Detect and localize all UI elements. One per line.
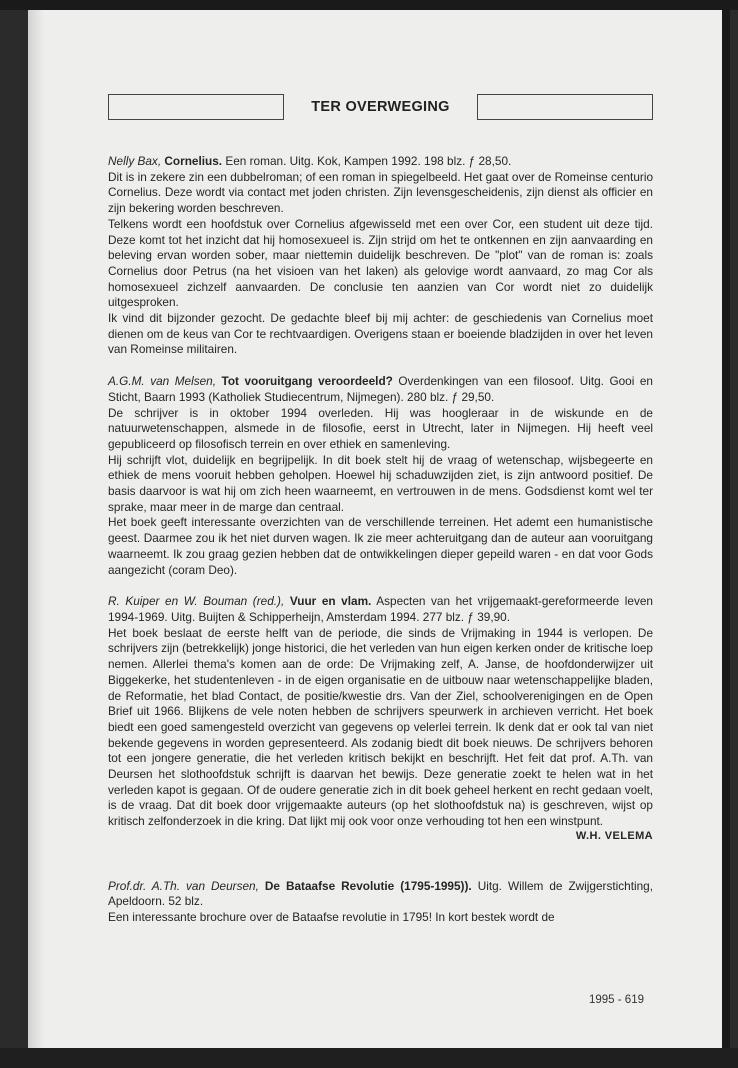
review-publication: Uitg. Willem de Zwijgerstichting, Apeldoorn. 52 blz. [108,878,654,909]
review-publication: Een roman. Uitg. Kok, Kampen 1992. 198 blz. ƒ 28,50. [225,154,512,168]
review-paragraph: Een interessante brochure over de Bataafse revolutie in 1795! In kort bestek wordt de [108,909,555,924]
scan-top-edge [0,0,738,10]
review-title: Vuur en vlam. [289,594,372,609]
page-gutter [28,10,44,1048]
reviewer-signature: W.H. VELEMA [575,829,653,842]
review-paragraph: Het boek beslaat de eerste helft van de periode, die sinds de Vrijmaking in 1944 is verlopen. De schrijvers zijn (betrekkelijk) jonge historici, die het verleden van hun eigen kerken onder de kritische loep nemen. Allerlei thema's komen aan de orde: De Vrijmaking zelf, A. Janse, de hoofdonderwijzer uit Biggekerke, het studentenleven - in de eigen organisatie en de uitbouw naar wetenschappelijke bladen, de Reformatie, het blad Contact, de positie/kwestie drs. Van der Ziel, schoolverenigingen en de Open Brief uit 1966. Blijkens de vele noten hebben de schrijvers speurwerk in archieven verricht. Het boek biedt een goed samengesteld overzicht van gegevens op velerlei terrein. Ik denk dat er ook tal van niet bekende gegevens in worden gepresenteerd. Als zodanig biedt dit boek nieuws. De schrijvers behoren tot een jongere generatie, die het verleden kritisch bekijkt en beschrijft. Het feit dat prof. A.Th. van Deursen het slothoofdstuk schrijft is daarvan het bewijs. Deze generatie zoekt te helen wat in het verleden kapot is gegaan. Of de oudere generatie zich in dit boek geheel herkent en recht gedaan voelt, is de vraag. Dat dit boek door vrijgemaakte auteurs (op het slothoofdstuk na) is geschreven, wijst op kritisch zelfonderzoek in die kring. Dat lijkt mij ook voor onze verhouding tot hen een winstpunt. [108,625,653,829]
review-publication: Overdenkingen van een filosoof. Uitg. Gooi en Sticht, Baarn 1993 (Katholiek Studiecentrum, Nijmegen). 280 blz. ƒ 29,50. [108,374,653,404]
review-author: R. Kuiper en W. Bouman (red.), [108,594,285,609]
review-publication: Aspecten van het vrijgemaakt-gereformeerde leven 1994-1969. Uitg. Buijten & Schipperheijn, Amsterdam 1994. 277 blz. ƒ 39,90. [108,594,653,624]
review-heading [108,594,653,625]
review-paragraph: Ik vind dit bijzonder gezocht. De gedachte bleef bij mij achter: de geschiedenis van Cornelius moet dienen om de keus van Cor te rechtvaardigen. Overigens staan er boeiende bladzijden in over het leven van Romeinse militairen. [108,311,653,357]
review-bataafse-revolutie [108,879,653,926]
header-left-box [108,94,284,120]
review-paragraph: Hij schrijft vlot, duidelijk en begrijpelijk. In dit boek stelt hij de vraag of wetenschap, wijsbegeerte en ethiek de mens vooruit hebben geholpen. Hoewel hij schaduwzijden ziet, is zijn antwoord positief. De basis daarvoor is wat hij om zich heen waarneemt, en vertrouwen in de mens. Godsdienst komt wel ter sprake, maar meer in de marge dan centraal. [108,452,653,514]
scan-bottom-edge [0,1048,738,1068]
review-author: Prof.dr. A.Th. van Deursen, [108,878,259,893]
review-paragraph: De schrijver is in oktober 1994 overleden. Hij was hoogleraar in de wiskunde en de natuurwetenschappen, alsmede in de filosofie, eerst in Utrecht, later in Nijmegen. Hij heeft veel gepubliceerd op filosofisch terrein en over ethiek en samenleving. [108,405,653,451]
scan-right-edge [722,10,730,1048]
review-cornelius [108,154,653,358]
review-vuur-en-vlam [108,594,653,830]
review-heading [108,154,653,170]
review-title: Tot vooruitgang veroordeeld? [221,374,393,389]
review-author: A.G.M. van Melsen, [108,374,217,389]
reviews-column [108,154,653,942]
review-paragraph: Het boek geeft interessante overzichten van de verschillende terreinen. Het ademt een humanistische geest. Daarmee zou ik het niet durven wagen. Ik zie meer achteruitgang dan de auteur aan vooruitgang waarneemt. Ik zou graag gezien hebben dat de ontwikkelingen dieper gepeild waren - en dat voor Gods aangezicht (coram Deo). [108,515,653,577]
review-title: Cornelius. [164,154,223,168]
header-right-box [477,94,653,120]
review-heading [108,374,653,405]
review-vooruitgang [108,374,653,578]
review-paragraph: Dit is in zekere zin een dubbelroman; of een roman in spiegelbeeld. Het gaat over de Romeinse centurio Cornelius. Deze wordt via contact met joden christen. Zijn levensgescheidenis, zijn dienst als officier en zijn bekering worden beschreven. [108,169,653,216]
review-title: De Bataafse Revolutie (1795-1995)). [264,878,472,893]
review-author: Nelly Bax, [108,154,162,168]
section-header [108,93,653,121]
section-title: TER OVERWEGING [311,99,450,115]
page-number: 1995 - 619 [589,994,644,1006]
review-paragraph: Telkens wordt een hoofdstuk over Cornelius afgewisseld met een over Cor, een student uit deze tijd. Deze komt tot het inzicht dat hij homosexueel is. Zijn strijd om het te ontkennen en zijn aanvaarding en beleving ervan worden sober, maar niettemin duidelijk beschreven. De "plot" van de roman is: zoals Cornelius door Petrus (na het visioen van het laken) als gelovige wordt aanvaard, zo mag Cor als homosexueel zichzelf aanvaarden. De conclusie ten aanzien van Cor wordt niet zo duidelijk uitgesproken. [108,216,653,310]
review-heading [108,879,653,910]
